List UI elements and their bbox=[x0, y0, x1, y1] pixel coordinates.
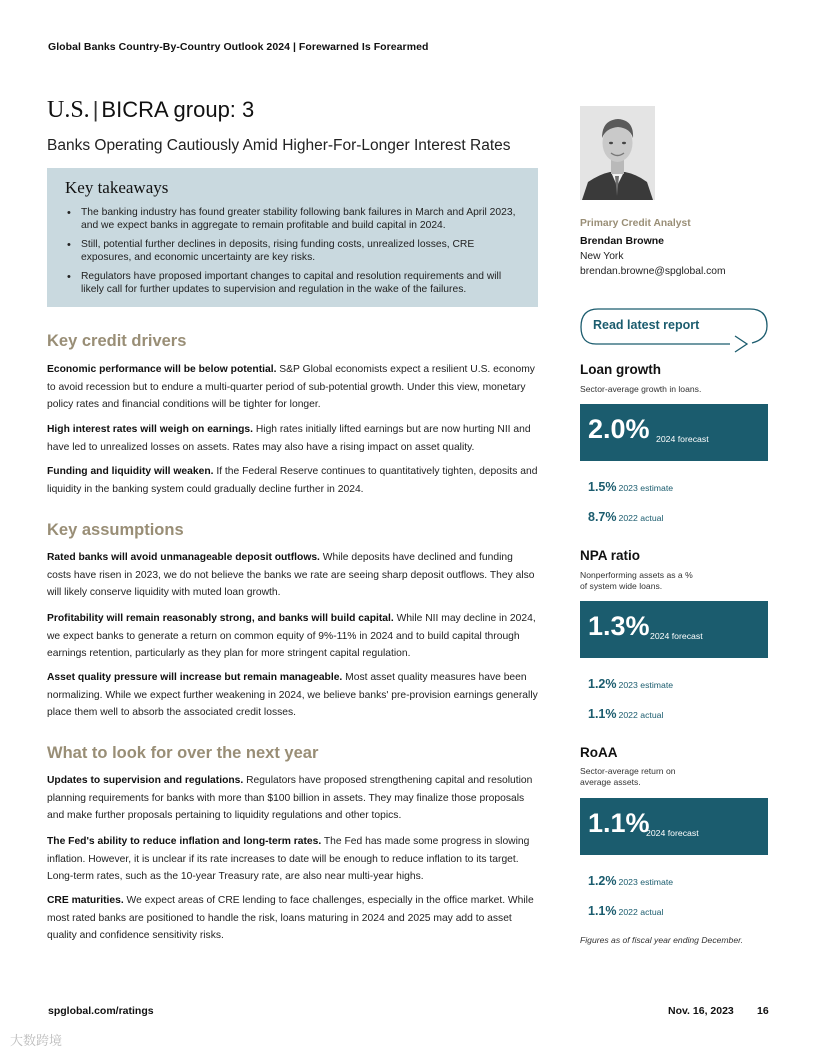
metric-estimate bbox=[588, 677, 673, 691]
paragraph-lead: High interest rates will weigh on earnings. bbox=[47, 424, 253, 435]
paragraph-lead: Economic performance will be below potential. bbox=[47, 364, 277, 375]
metric-subtitle: Sector-average return on average assets. bbox=[580, 766, 676, 787]
paragraph-text: While deposits have declined and funding costs have risen in 2023, we do not believe the banks we rate are seeing sharp deposit outflows. They also will likely conserve liquidity with muted loan growth. bbox=[47, 552, 535, 598]
page-title bbox=[47, 97, 254, 124]
metric-forecast-box bbox=[580, 601, 768, 658]
paragraph-lead: Funding and liquidity will weaken. bbox=[47, 466, 214, 477]
paragraph-text: High rates initially lifted earnings but are now hurting NII and have led to unrealized losses on assets. Rates may also have a rising impact on asset quality. bbox=[47, 424, 531, 453]
analyst-role: Primary Credit Analyst bbox=[580, 218, 691, 229]
watch-heading: What to look for over the next year bbox=[47, 744, 319, 762]
paragraph-lead: The Fed's ability to reduce inflation and long-term rates. bbox=[47, 836, 322, 847]
credit-driver-paragraph bbox=[47, 463, 539, 498]
analyst-portrait-icon bbox=[580, 106, 655, 200]
analyst-email-link[interactable]: brendan.browne@spglobal.com bbox=[580, 266, 726, 277]
metric-estimate bbox=[588, 874, 673, 888]
metric-estimate bbox=[588, 480, 673, 494]
paragraph-lead: CRE maturities. bbox=[47, 895, 124, 906]
takeaway-item: • Regulators have proposed important changes to capital and resolution requirements and will likely call for further updates to supervision and regulation in the wake of the failures. bbox=[66, 271, 526, 296]
watch-paragraph bbox=[47, 892, 539, 945]
actual-label: 2022 actual bbox=[618, 907, 664, 917]
estimate-label: 2023 estimate bbox=[618, 680, 674, 690]
paragraph-lead: Asset quality pressure will increase but remain manageable. bbox=[47, 672, 343, 683]
estimate-label: 2023 estimate bbox=[618, 483, 674, 493]
report-header: Global Banks Country-By-Country Outlook 2024 | Forewarned Is Forearmed bbox=[48, 41, 429, 53]
metric-actual bbox=[588, 510, 663, 524]
paragraph-text: Regulators have proposed strengthening capital and resolution planning requirements for banks with more than $100 billion in assets. They may finalize those proposals and make further proposals pertaining to liquidity regulations and other topics. bbox=[47, 775, 533, 821]
key-takeaways-list bbox=[66, 207, 526, 304]
footer-page-number: 16 bbox=[757, 1005, 769, 1017]
title-separator: | bbox=[92, 97, 99, 122]
title-country: U.S. bbox=[47, 97, 90, 123]
forecast-value: 2.0% bbox=[588, 414, 650, 444]
forecast-value: 1.1% bbox=[588, 808, 650, 838]
metric-subtitle: Sector-average growth in loans. bbox=[580, 384, 702, 394]
watermark: 大数跨境 bbox=[10, 1033, 63, 1048]
watch-paragraph bbox=[47, 833, 539, 886]
assumptions-heading: Key assumptions bbox=[47, 521, 184, 539]
metric-subtitle: Nonperforming assets as a % of system wide loans. bbox=[580, 570, 693, 591]
credit-drivers-heading: Key credit drivers bbox=[47, 332, 187, 350]
paragraph-lead: Updates to supervision and regulations. bbox=[47, 775, 244, 786]
estimate-value: 1.5% bbox=[588, 480, 617, 494]
key-takeaways-heading: Key takeaways bbox=[65, 178, 169, 197]
takeaway-item: • Still, potential further declines in deposits, rising funding costs, unrealized losses, CRE exposures, and economic uncertainty are key risks. bbox=[66, 239, 526, 264]
watch-paragraph bbox=[47, 772, 539, 825]
estimate-value: 1.2% bbox=[588, 677, 617, 691]
credit-driver-paragraph bbox=[47, 361, 539, 414]
actual-value: 8.7% bbox=[588, 510, 617, 524]
metric-forecast-box bbox=[580, 798, 768, 855]
actual-value: 1.1% bbox=[588, 904, 617, 918]
actual-value: 1.1% bbox=[588, 707, 617, 721]
estimate-label: 2023 estimate bbox=[618, 877, 674, 887]
estimate-value: 1.2% bbox=[588, 874, 617, 888]
takeaway-item: • The banking industry has found greater stability following bank failures in March and April 2023, and we expect banks in aggregate to remain profitable and build capital in 2024. bbox=[66, 207, 526, 232]
forecast-value: 1.3% bbox=[588, 611, 650, 641]
metric-title-roaa: RoAA bbox=[580, 745, 618, 760]
title-bicra-group: BICRA group: 3 bbox=[101, 97, 255, 122]
forecast-label: 2024 forecast bbox=[650, 631, 703, 641]
metric-title-npa-ratio: NPA ratio bbox=[580, 548, 641, 563]
analyst-city: New York bbox=[580, 251, 624, 262]
analyst-name: Brendan Browne bbox=[580, 235, 665, 247]
paragraph-text: The Fed has made some progress in slowing inflation. However, it is unclear if its rate increases to date will be enough to reduce inflation to its target. Long-term rates, such as the 10-year Treasury rate, are also near multi-year highs. bbox=[47, 836, 530, 882]
footer-date: Nov. 16, 2023 bbox=[668, 1005, 734, 1017]
paragraph-text: Most asset quality measures have been normalizing. While we expect further weakening in 2024, we believe banks' pre-provision earnings generally place them well to absorb the associated credit losses. bbox=[47, 672, 538, 718]
analyst-photo bbox=[580, 106, 655, 200]
footer-site-link[interactable]: spglobal.com/ratings bbox=[48, 1005, 154, 1017]
paragraph-text: While NII may decline in 2024, we expect banks to generate a return on common equity of 9%-11% in 2024 and to build capital through earnings retention, particularly as they plan for more stringent capital regulation. bbox=[47, 613, 536, 659]
assumption-paragraph bbox=[47, 610, 539, 663]
paragraph-lead: Profitability will remain reasonably strong, and banks will build capital. bbox=[47, 613, 394, 624]
assumption-paragraph bbox=[47, 669, 539, 722]
paragraph-text: If the Federal Reserve continues to quantitatively tighten, deposits and liquidity in the banking system could gradually decline further in 2024. bbox=[47, 466, 538, 495]
metric-actual bbox=[588, 707, 663, 721]
metric-actual bbox=[588, 904, 663, 918]
paragraph-text: We expect areas of CRE lending to face challenges, especially in the office market. While most rated banks are positioned to handle the risk, loans maturing in 2024 and 2025 may add to asset quality and confidence sensitivity risks. bbox=[47, 895, 534, 941]
assumption-paragraph bbox=[47, 549, 539, 602]
credit-driver-paragraph bbox=[47, 421, 539, 456]
actual-label: 2022 actual bbox=[618, 710, 664, 720]
page-subtitle: Banks Operating Cautiously Amid Higher-For-Longer Interest Rates bbox=[47, 137, 511, 154]
forecast-label: 2024 forecast bbox=[656, 434, 709, 444]
metric-title-loan-growth: Loan growth bbox=[580, 362, 661, 377]
paragraph-text: S&P Global economists expect a resilient U.S. economy to avoid recession but to endure a multi-quarter period of sub-potential growth. Under this view, monetary policy rates and financial conditions will be tighter for longer. bbox=[47, 364, 535, 410]
forecast-label: 2024 forecast bbox=[646, 828, 699, 838]
read-latest-report-label[interactable]: Read latest report bbox=[593, 318, 700, 332]
key-takeaways-box bbox=[47, 168, 538, 307]
paragraph-lead: Rated banks will avoid unmanageable deposit outflows. bbox=[47, 552, 320, 563]
actual-label: 2022 actual bbox=[618, 513, 664, 523]
metrics-footnote: Figures as of fiscal year ending December. bbox=[580, 935, 744, 945]
metric-forecast-box bbox=[580, 404, 768, 461]
